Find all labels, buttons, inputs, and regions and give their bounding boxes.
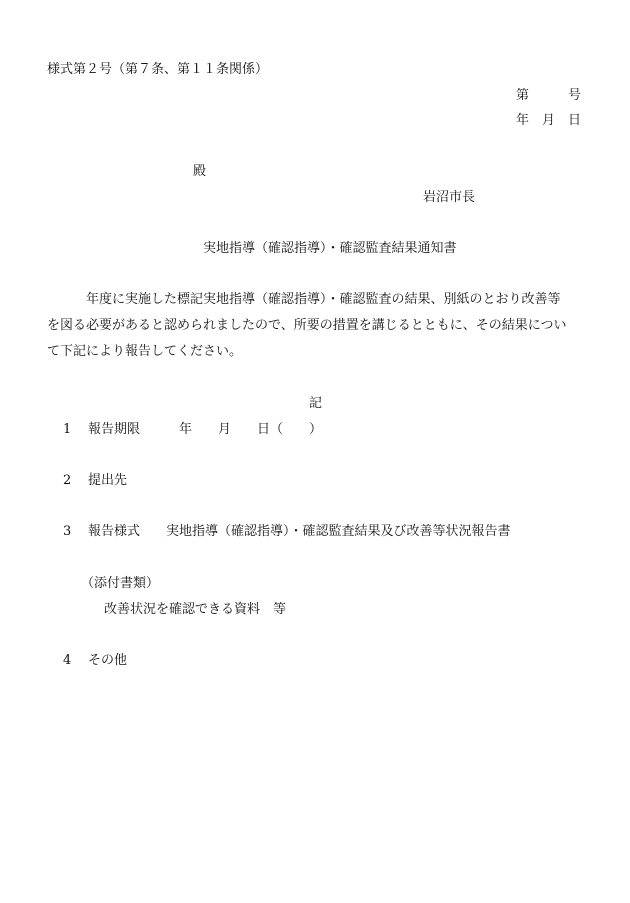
- ki-heading: 記: [309, 396, 323, 411]
- item-number: 1: [63, 422, 72, 437]
- body-line-3: て下記により報告してください。: [47, 344, 243, 359]
- addressee: 殿: [193, 164, 207, 179]
- body-line-2: を図る必要があると認められましたので、所要の措置を講じるとともに、その結果につい: [47, 318, 567, 333]
- form-number: 様式第２号（第７条、第１１条関係）: [47, 62, 269, 77]
- attachments-heading: （添付書類）: [81, 576, 160, 591]
- item-text: 提出先: [88, 473, 128, 488]
- body-line-1: 年度に実施した標記実地指導（確認指導）・確認監査の結果、別紙のとおり改善等: [86, 292, 561, 307]
- item-number: 2: [63, 473, 72, 488]
- item-text: 報告様式 実地指導（確認指導）・確認監査結果及び改善等状況報告書: [88, 524, 511, 539]
- item-text: 報告期限 年 月 日（ ）: [88, 422, 323, 437]
- item-number: 3: [63, 524, 72, 539]
- document-date: 年 月 日: [516, 113, 582, 128]
- document-number: 第 号: [516, 88, 582, 103]
- item-text: その他: [88, 653, 128, 668]
- item-number: 4: [63, 653, 72, 668]
- sender: 岩沼市長: [423, 190, 476, 205]
- document-title: 実地指導（確認指導）・確認監査結果通知書: [203, 241, 457, 256]
- attachment-item: 改善状況を確認できる資料 等: [104, 602, 287, 617]
